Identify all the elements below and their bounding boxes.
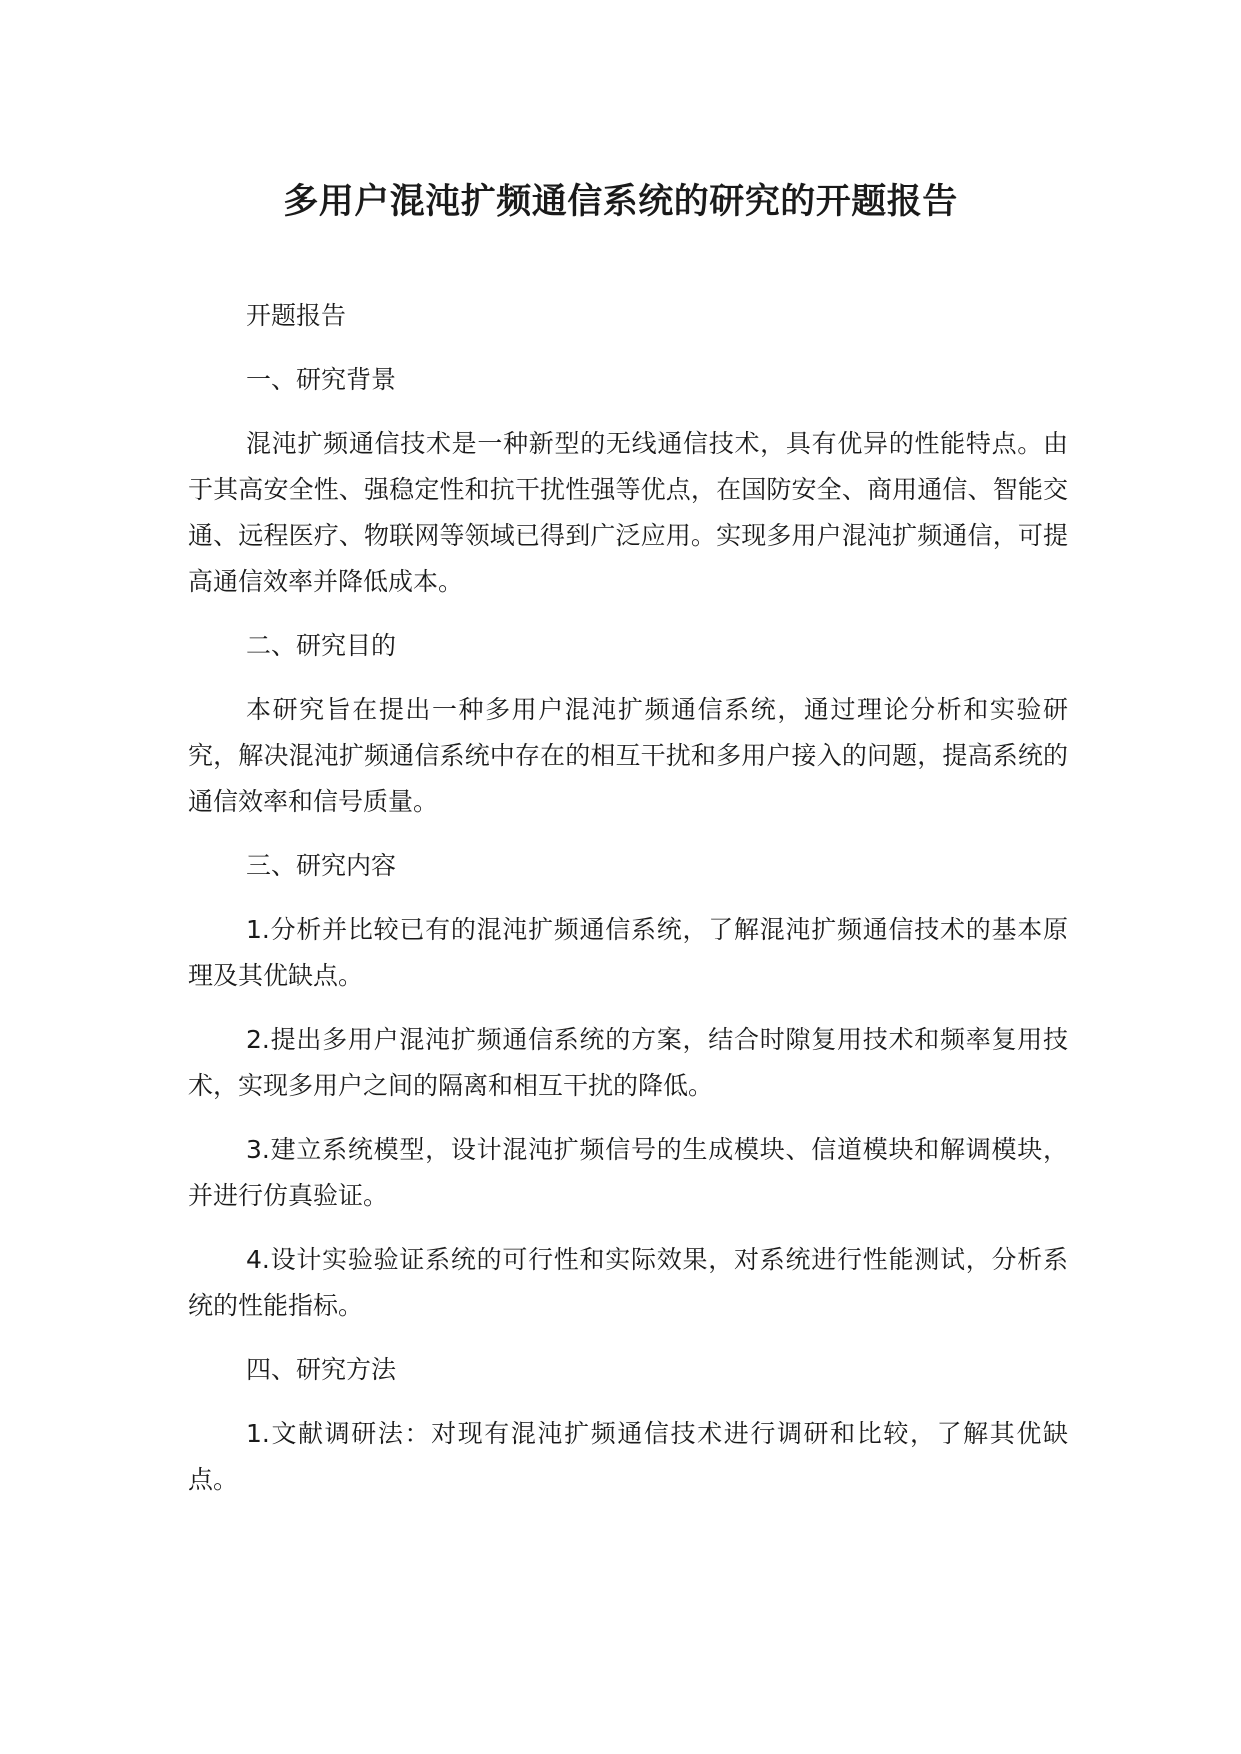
content-item-4: 4.设计实验验证系统的可行性和实际效果，对系统进行性能测试，分析系统的性能指标。	[188, 1245, 1068, 1320]
paragraph-purpose: 本研究旨在提出一种多用户混沌扩频通信系统，通过理论分析和实验研究，解决混沌扩频通信系统中存在的相互干扰和多用户接入的问题，提高系统的通信效率和信号质量。	[188, 695, 1068, 816]
method-item-1: 1.文献调研法：对现有混沌扩频通信技术进行调研和比较，了解其优缺点。	[188, 1419, 1068, 1494]
paragraph-background: 混沌扩频通信技术是一种新型的无线通信技术，具有优异的性能特点。由于其高安全性、强稳定性和抗干扰性强等优点，在国防安全、商用通信、智能交通、远程医疗、物联网等领域已得到广泛应用。实现多用户混沌扩频通信，可提高通信效率并降低成本。	[188, 429, 1068, 596]
content-item-1: 1.分析并比较已有的混沌扩频通信系统，了解混沌扩频通信技术的基本原理及其优缺点。	[188, 915, 1068, 990]
content-item-3: 3.建立系统模型，设计混沌扩频信号的生成模块、信道模块和解调模块，并进行仿真验证。	[188, 1135, 1068, 1210]
section-heading-content: 三、研究内容	[246, 851, 397, 880]
section-heading-background: 一、研究背景	[246, 365, 397, 394]
content-item-2: 2.提出多用户混沌扩频通信系统的方案，结合时隙复用技术和频率复用技术，实现多用户之间的隔离和相互干扰的降低。	[188, 1025, 1068, 1100]
section-heading-purpose: 二、研究目的	[246, 631, 397, 660]
document-body	[188, 293, 1068, 1521]
paragraph-heading-report: 开题报告	[246, 301, 347, 330]
document-title: 多用户混沌扩频通信系统的研究的开题报告	[283, 182, 958, 222]
section-heading-methods: 四、研究方法	[246, 1355, 397, 1384]
